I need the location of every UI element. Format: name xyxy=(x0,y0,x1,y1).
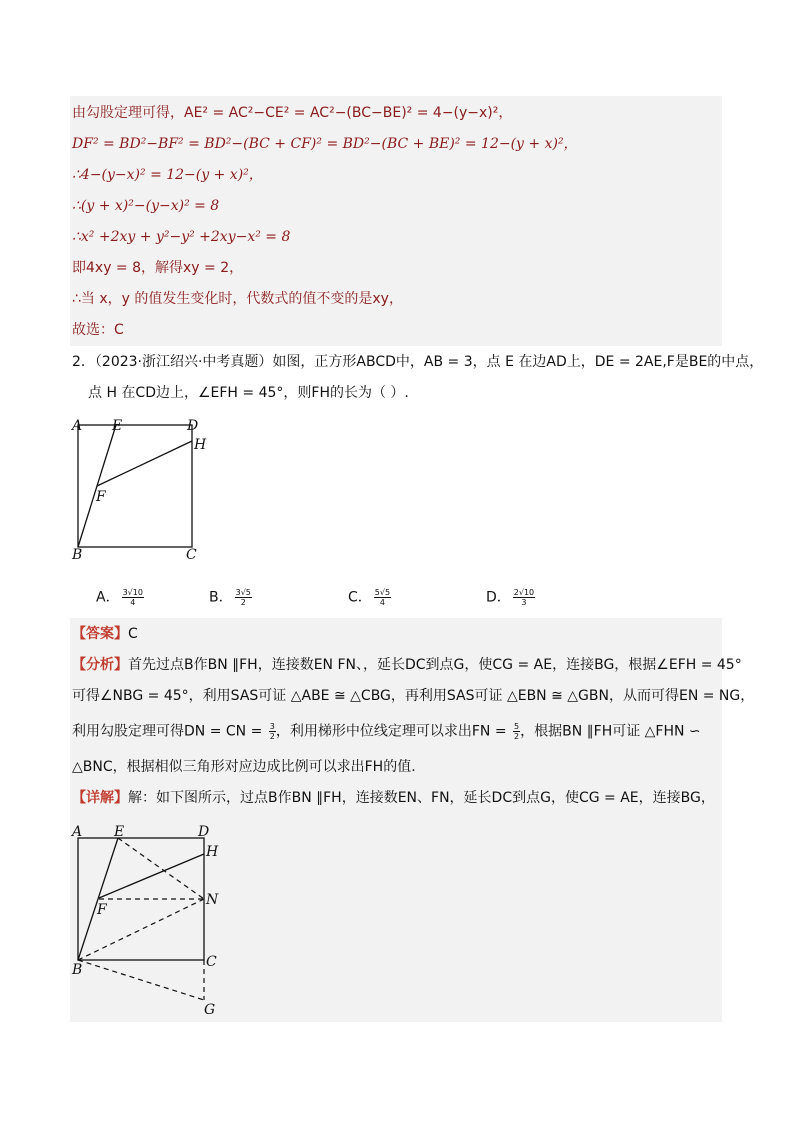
solution-line-1: 由勾股定理可得，AE² = AC²−CE² = AC²−(BC−BE)² = 4−(y−x)²， xyxy=(72,105,513,121)
label-f: F xyxy=(96,489,106,505)
option-b[interactable]: B． $\frac{3√5}{2}$ xyxy=(209,588,251,607)
fig2-label-f: F xyxy=(97,902,107,918)
fig2-label-b: B xyxy=(72,962,83,978)
answer-value: C xyxy=(128,626,138,642)
fig2-label-c: C xyxy=(206,954,217,970)
solution-line-6: 即4xy = 8，解得xy = 2， xyxy=(72,260,244,276)
option-c[interactable]: C． $\frac{5√5}{4}$ xyxy=(348,588,391,607)
analysis-tag: 【分析】 xyxy=(72,657,128,673)
solution-line-2: DF² = BD²−BF² = BD²−(BC + CF)² = BD²−(BC + BE)² = 12−(y + x)²， xyxy=(72,136,578,152)
question-figure xyxy=(70,415,220,565)
solution-line-4: ∴(y + x)²−(y−x)² = 8 xyxy=(72,198,220,214)
solution-figure xyxy=(70,818,240,1018)
answer-line xyxy=(72,625,138,643)
fig2-label-a: A xyxy=(72,824,83,840)
question-line-2: 点 H 在CD边上，∠EFH = 45°，则FH的长为（ ）. xyxy=(88,385,409,401)
fig2-label-h: H xyxy=(206,844,219,860)
label-d: D xyxy=(187,418,199,434)
option-a[interactable]: A． $\frac{3√10}{4}$ xyxy=(96,588,143,607)
solution-line-5: ∴x² +2xy + y²−y² +2xy−x² = 8 xyxy=(72,229,291,245)
option-d[interactable]: D． $\frac{2√10}{3}$ xyxy=(486,588,535,607)
label-b: B xyxy=(72,547,83,563)
label-a: A xyxy=(72,418,83,434)
solution-line-7: ∴当 x，y 的值发生变化时，代数式的值不变的是xy， xyxy=(72,291,403,307)
fig2-label-e: E xyxy=(114,824,125,840)
solution-line-8: 故选：C xyxy=(72,322,124,338)
solution-panel xyxy=(70,96,722,346)
analysis-line-3: 利用勾股定理可得DN = CN = $\frac{3}{2}$ ，利用梯形中位线定理可以求出FN = $\frac{5}{2}$ ，根据BN ∥FH可证 △FHN ∽ xyxy=(72,722,701,741)
solution-line-3: ∴4−(y−x)² = 12−(y + x)²， xyxy=(72,167,263,183)
fig2-label-n: N xyxy=(206,892,219,908)
question-line-1: 2．（2023·浙江绍兴·中考真题）如图，正方形ABCD中，AB = 3，点 E 在边AD上，DE = 2AE,F是BE的中点， xyxy=(72,354,764,370)
detail-line-1: 【详解】解：如下图所示，过点B作BN ∥FH，连接数EN、FN，延长DC到点G，使CG = AE，连接BG， xyxy=(72,790,715,806)
label-h: H xyxy=(194,437,207,453)
analysis-line-2: 可得∠NBG = 45°，利用SAS可证 △ABE ≅ △CBG，再利用SAS可证 △EBN ≅ △GBN，从而可得EN = NG， xyxy=(72,688,755,704)
analysis-line-4: △BNC，根据相似三角形对应边成比例可以求出FH的值. xyxy=(72,759,416,775)
analysis-line-1: 【分析】首先过点B作BN ∥FH，连接数EN FN、，延长DC到点G，使CG = AE，连接BG，根据∠EFH = 45° xyxy=(72,657,742,673)
answer-tag: 【答案】 xyxy=(72,626,128,642)
label-c: C xyxy=(186,547,197,563)
fig2-label-g: G xyxy=(204,1002,216,1018)
detail-tag: 【详解】 xyxy=(72,790,128,806)
label-e: E xyxy=(112,418,123,434)
fig2-label-d: D xyxy=(198,824,210,840)
